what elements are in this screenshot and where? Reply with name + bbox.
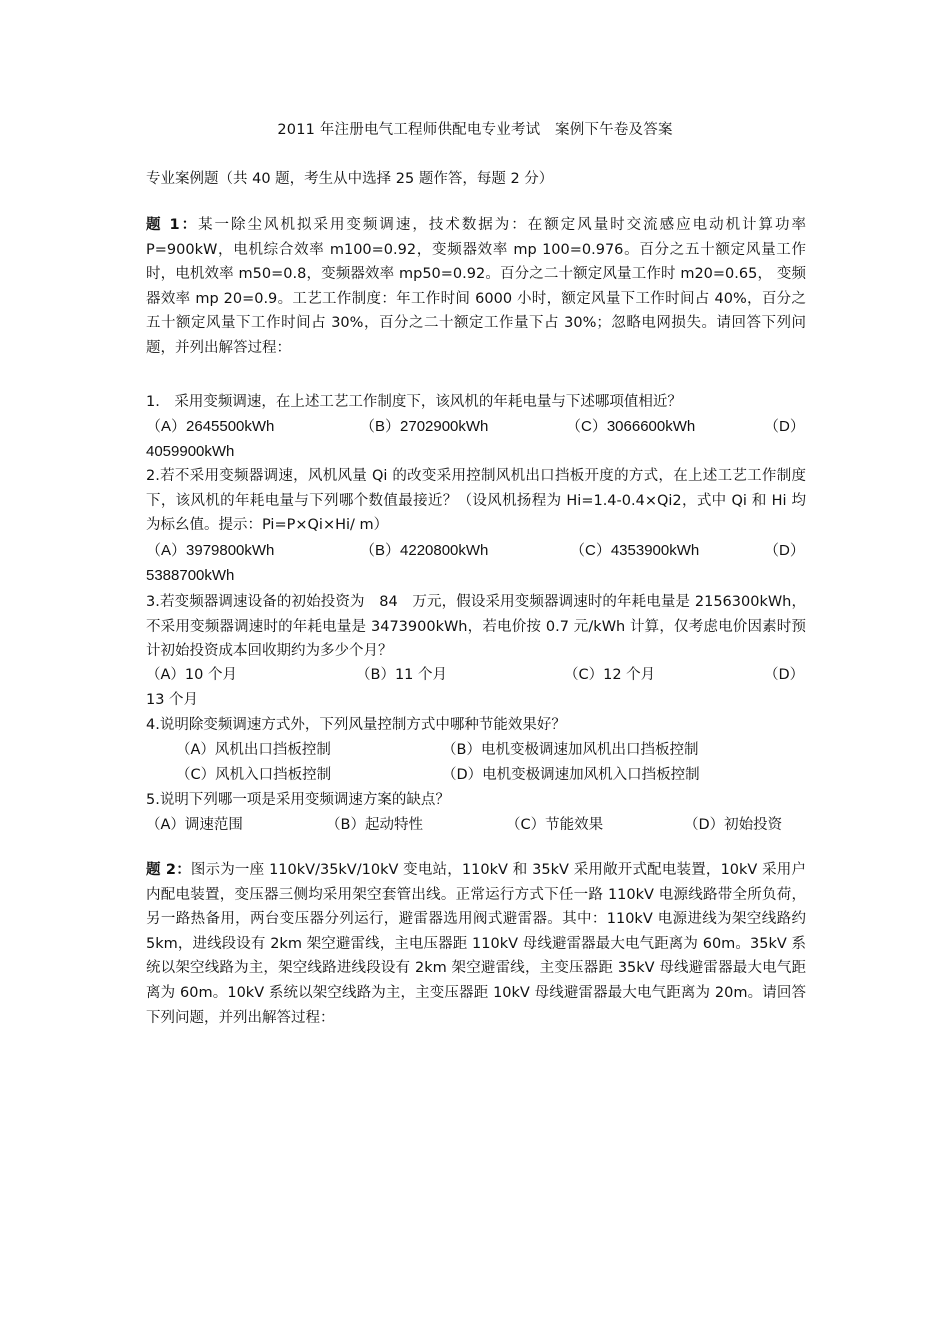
q1-option-c: （C）3066600kWh [566,418,696,435]
q3-option-b: （B）11 个月 [356,667,448,683]
q1-stem: 1. 采用变频调速，在上述工艺工作制度下，该风机的年耗电量与下述哪项值相近？ [146,394,682,410]
case1-paragraph [146,213,806,361]
q1-option-d-value: 4059900kWh [146,442,235,460]
q2-option-c: （C）4353900kWh [570,542,700,559]
q5-option-b: （B）起动特性 [326,817,423,833]
q2-stem: 2.若不采用变频器调速，风机风量 Qi 的改变采用控制风机出口挡板开度的方式，在上述工艺工作制度下，该风机的年耗电量与下列哪个数值最接近？（设风机扬程为 Hi=1.4-0.4×Qi2，式中 Qi 和 Hi 均为标幺值。提示：Pi=P×Qi×Hi/ m） [146,468,806,534]
q2-option-a: （A）3979800kWh [146,542,275,559]
section-intro: 专业案例题（共 40 题，考生从中选择 25 题作答，每题 2 分） [146,171,554,187]
case2-label: 题 2： [146,862,191,878]
q2-option-d: （D） [764,542,805,559]
q1-option-b: （B）2702900kWh [360,418,489,435]
q3-stem: 3.若变频器调速设备的初始投资为 84 万元，假设采用变频器调速时的年耗电量是 2156300kWh，不采用变频器调速时的年耗电量是 3473900kWh，若电价按 0.7 元/kWh 计算，仅考虑电价因素时预计初始投资成本回收期约为多少个月？ [146,594,806,660]
q3-options [146,663,806,712]
q4-option-a: （A）风机出口挡板控制 [176,742,331,758]
q1-option-d: （D） [764,418,805,435]
q3-option-d-value: 13 个月 [146,691,199,708]
q3-option-a: （A）10 个月 [146,667,237,683]
q5-stem: 5.说明下列哪一项是采用变频调速方案的缺点？ [146,792,450,808]
q2-option-b: （B）4220800kWh [360,542,489,559]
q5-option-c: （C）节能效果 [506,817,604,833]
q2-option-d-value: 5388700kWh [146,566,235,584]
q5-options [146,813,806,838]
q4-options [146,738,806,787]
q4-option-c: （C）风机入口挡板控制 [176,766,332,783]
case2-paragraph [146,858,806,1030]
document-title: 2011 年注册电气工程师供配电专业考试 案例下午卷及答案 [277,122,673,138]
q1-options [146,415,806,464]
q2-options [146,539,806,588]
q3-option-d: （D） [764,667,805,683]
q4-option-d: （D）电机变极调速加风机入口挡板控制 [442,766,700,783]
q1-option-a: （A）2645500kWh [146,418,275,435]
q5-option-d: （D）初始投资 [684,817,783,833]
case1-text: 某一除尘风机拟采用变频调速，技术数据为：在额定风量时交流感应电动机计算功率 P=900kW，电机综合效率 m100=0.92，变频器效率 mp 100=0.976。百分之五十额定风量工作时，电机效率 m50=0.8，变频器效率 mp50=0.92。百分之二十额定风量工作时 m20=0.65， 变频器效率 mp 20=0.9。工艺工作制度：年工作时间 6000 小时，额定风量下工作时间占 40%，百分之五十额定风量下工作时间占 30%，百分之二十额定工作量下占 30%；忽略电网损失。请回答下列问题，并列出解答过程： [146,217,806,356]
case1-label: 题 1： [146,217,199,233]
q4-option-b: （B）电机变极调速加风机出口挡板控制 [442,742,699,758]
q4-stem: 4.说明除变频调速方式外，下列风量控制方式中哪种节能效果好？ [146,717,566,733]
case2-text: 图示为一座 110kV/35kV/10kV 变电站，110kV 和 35kV 采用敞开式配电装置，10kV 采用户内配电装置，变压器三侧均采用架空套管出线。正常运行方式下任一路 110kV 电源线路带全所负荷，另一路热备用，两台变压器分列运行，避雷器选用阀式避雷器。其中：110kV 电源进线为架空线路约 5km，进线段设有 2km 架空避雷线，主电压器距 110kV 母线避雷器最大电气距离为 60m。35kV 系统以架空线路为主，架空线路进线段设有 2km 架空避雷线，主变压器距 35kV 母线避雷器最大电气距离为 60m。10kV 系统以架空线路为主，主变压器距 10kV 母线避雷器最大电气距离为 20m。请回答下列问题，并列出解答过程： [146,862,806,1026]
q3-option-c: （C）12 个月 [564,667,656,683]
q5-option-a: （A）调速范围 [146,817,243,833]
